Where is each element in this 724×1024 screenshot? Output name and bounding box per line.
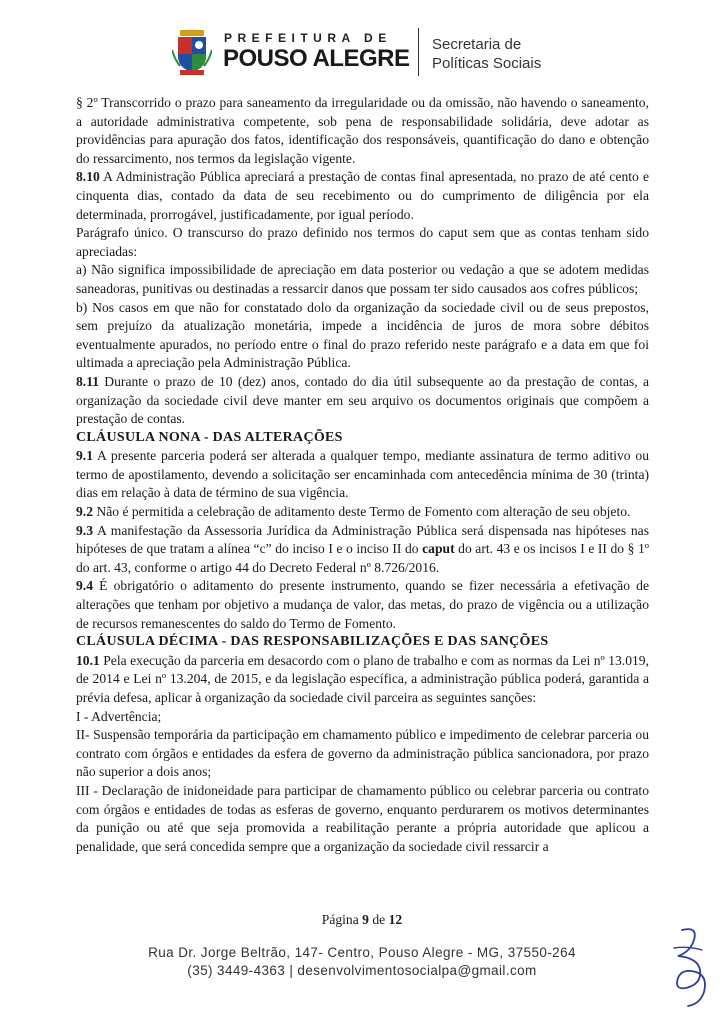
- sanction-iii: III - Declaração de inidoneidade para participar de chamamento público ou celebrar parceria ou contrato com órgãos e entidades de todas as esferas de governo, enquanto perdurarem os motivos determinantes da punição ou até que seja promovida a reabilitação perante a própria autoridade que aplicou a penalidade, que será concedida sempre que a organização da sociedade civil ressarcir a: [76, 782, 649, 854]
- footer-contact: (35) 3449-4363 | desenvolvimentosocialpa@gmail.com: [187, 963, 537, 978]
- clause-number: 9.4: [76, 578, 93, 594]
- page-of: de: [372, 912, 386, 927]
- clause-9-1: [76, 447, 649, 503]
- department-line-1: Secretaria de: [432, 36, 522, 53]
- page-label: Página: [321, 912, 359, 927]
- clause-number: 9.1: [76, 448, 93, 464]
- caput-term: caput: [422, 541, 455, 557]
- page-number: [0, 912, 724, 928]
- clause-9-4: [76, 577, 649, 633]
- header-divider: [418, 28, 419, 76]
- handwritten-initials-icon: [668, 926, 712, 1010]
- city-crest-icon: [172, 30, 212, 76]
- page-total: 12: [388, 912, 403, 927]
- clause-text: Durante o prazo de 10 (dez) anos, contado do dia útil subsequente ao da prestação de contas, a organização da sociedade civil deve manter em seu arquivo os documentos originais que compõem a prestação de contas.: [76, 373, 649, 427]
- letterhead: [0, 0, 724, 88]
- clause-number: 8.10: [76, 169, 100, 185]
- clause-text: Não é permitida a celebração de aditamento deste Termo de Fomento com alteração de seu objeto.: [93, 504, 631, 520]
- paragraph-2-transcorrido: § 2º Transcorrido o prazo para saneamento da irregularidade ou da omissão, não havendo o saneamento, a autoridade administrativa competente, sob pena de responsabilidade solidária, deve adotar as providências para apuração dos fatos, identificação dos responsáveis, quantificação do dano e obtenção do ressarcimento, nos termos da legislação vigente.: [76, 95, 649, 166]
- footer-address: Rua Dr. Jorge Beltrão, 147- Centro, Pouso Alegre - MG, 37550-264: [148, 945, 576, 960]
- clause-text: do art. 43 e os incisos I e II do § 1º do art. 43, conforme o artigo 44 do Decreto Federal nº 8.726/2016.: [76, 541, 650, 575]
- department-line-2: Políticas Sociais: [432, 55, 542, 72]
- clause-number: 8.11: [76, 373, 100, 389]
- clause-text: A presente parceria poderá ser alterada a qualquer tempo, mediante assinatura de termo aditivo ou termo de apostilamento, devendo a solicitação ser encaminhada com antecedência mínima de 30 (trinta) dias em relação à data de término de sua vigência.: [76, 448, 649, 501]
- sanction-ii: II- Suspensão temporária da participação em chamamento público e impedimento de celebrar parceria ou contrato com órgãos e entidades da esfera de governo da administração pública sancionadora, por prazo não superior a dois anos;: [76, 727, 649, 780]
- clause-number: 10.1: [76, 652, 100, 668]
- clause-text: É obrigatório o aditamento do presente instrumento, quando se fizer necessária a efetivação de alterações que tenham por objetivo a mudança de valor, das metas, do prazo de vigência ou a utilização de recursos remanescentes do saldo do Termo de Fomento.: [76, 578, 649, 631]
- clause-number: 9.2: [76, 504, 93, 520]
- brand-city-name: POUSO ALEGRE: [223, 45, 410, 72]
- clause-text: Pela execução da parceria em desacordo com o plano de trabalho e com as normas da Lei nº 13.019, de 2014 e Lei nº 13.204, de 2015, e da legislação específica, a administração pública poderá, garantida a prévia defesa, aplicar à organização da sociedade civil parceira as seguintes sanções:: [76, 652, 649, 705]
- document-body: [76, 94, 649, 856]
- heading-clausula-decima: CLÁUSULA DÉCIMA - DAS RESPONSABILIZAÇÕES E DAS SANÇÕES: [76, 634, 549, 650]
- clause-9-3: [76, 522, 649, 578]
- heading-clausula-nona: CLÁUSULA NONA - DAS ALTERAÇÕES: [76, 429, 343, 445]
- page-current: 9: [362, 912, 369, 927]
- brand-prefeitura: PREFEITURA DE: [224, 31, 392, 45]
- item-b: b) Nos casos em que não for constatado dolo da organização da sociedade civil ou de seus prepostos, sem prejuízo da atualização monetária, impede a incidência de juros de mora sobre débitos eventualmente apurados, no período entre o final do prazo referido neste parágrafo e a data em que foi ultimada a apreciação pela Administração Pública.: [76, 299, 649, 371]
- paragrafo-unico: Parágrafo único. O transcurso do prazo definido nos termos do caput sem que as contas tenham sido apreciadas:: [76, 225, 649, 259]
- clause-8-11: [76, 373, 649, 429]
- clause-9-2: [76, 503, 649, 522]
- clause-10-1: [76, 652, 649, 708]
- clause-text: A manifestação da Assessoria Jurídica da Administração Pública será dispensada nas hipóteses nas hipóteses de que tratam a alínea “c” do inciso I e o inciso II do: [76, 522, 649, 557]
- clause-text: A Administração Pública apreciará a prestação de contas final apresentada, no prazo de até cento e cinquenta dias, contado da data de seu recebimento ou do cumprimento de diligência por ela determinada, prorrogável, justificadamente, por igual período.: [76, 169, 649, 222]
- clause-8-10: [76, 168, 649, 224]
- item-a: a) Não significa impossibilidade de apreciação em data posterior ou vedação a que se adotem medidas saneadoras, punitivas ou destinadas a ressarcir danos que possam ter sido causados aos cofres públicos;: [76, 262, 649, 296]
- clause-number: 9.3: [76, 522, 93, 538]
- sanction-i: I - Advertência;: [76, 708, 162, 724]
